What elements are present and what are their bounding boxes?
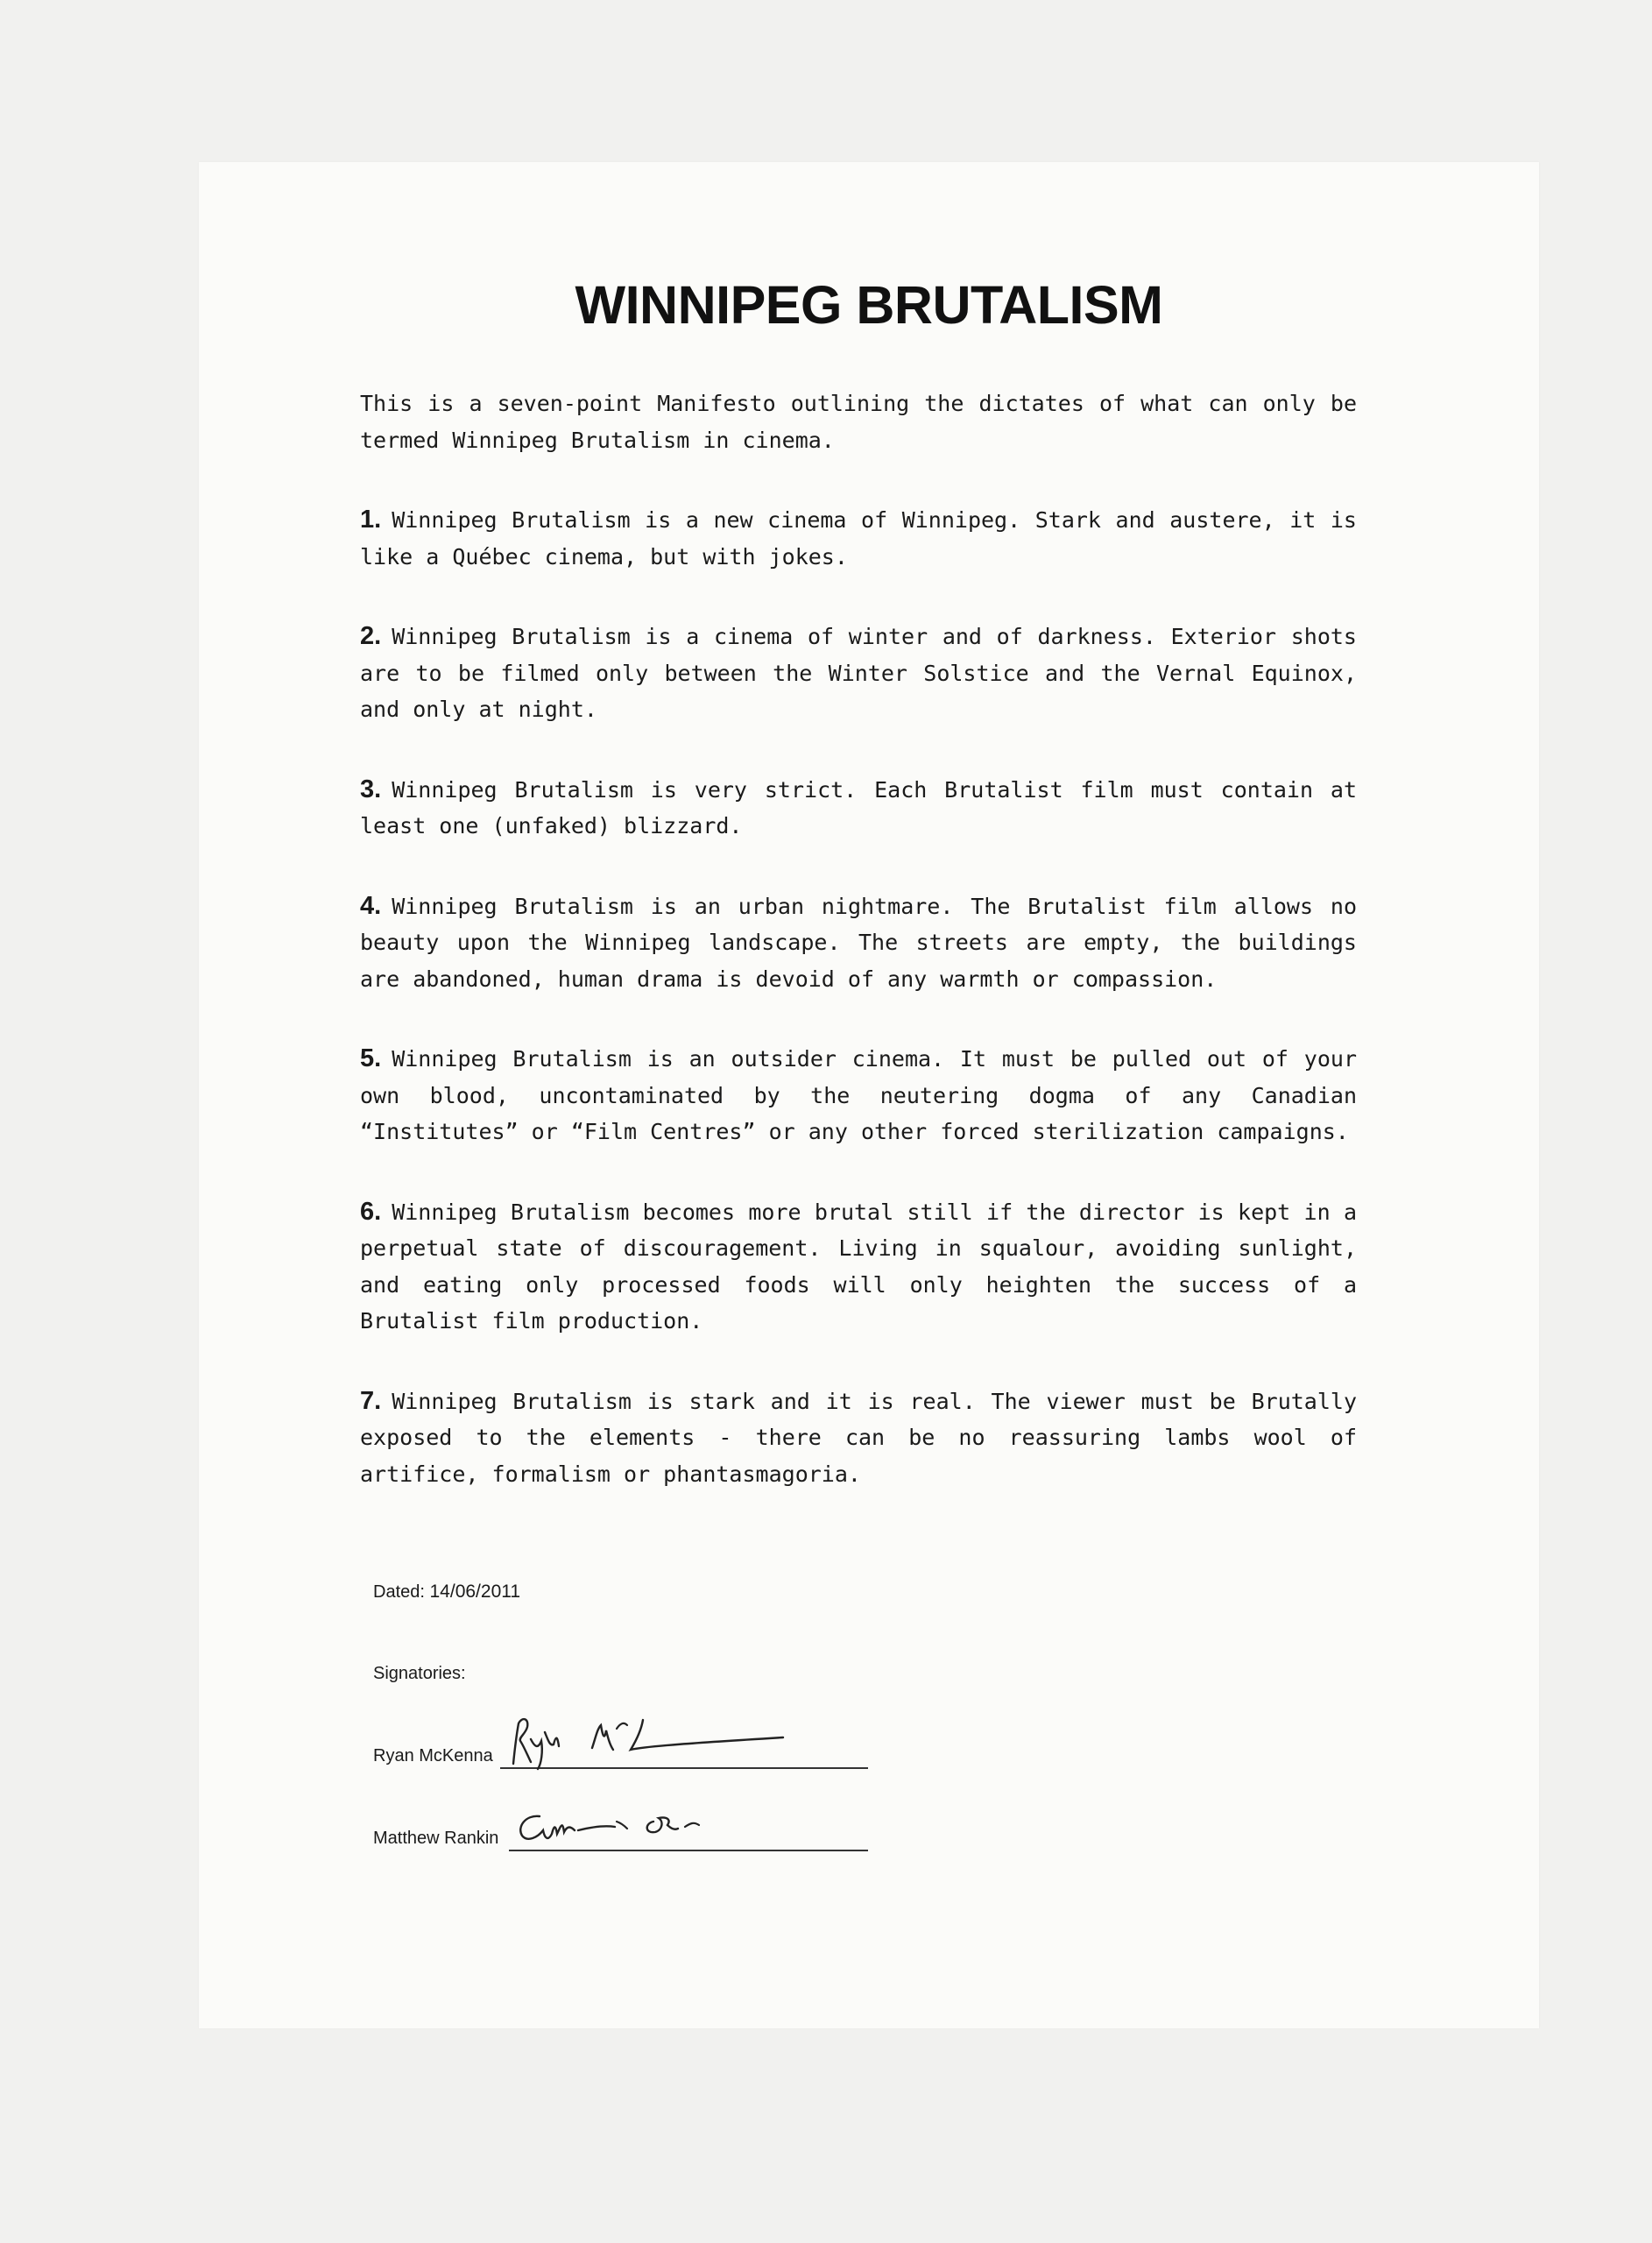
manifesto-point bbox=[360, 888, 1357, 998]
dated-label: Dated: bbox=[373, 1582, 425, 1602]
point-number: 5. bbox=[360, 1044, 382, 1072]
dated-value: 14/06/2011 bbox=[429, 1581, 521, 1602]
manifesto-point bbox=[360, 1383, 1357, 1493]
point-number: 4. bbox=[360, 891, 382, 920]
point-number: 7. bbox=[360, 1386, 382, 1415]
point-number: 6. bbox=[360, 1197, 382, 1226]
point-text: Winnipeg Brutalism is stark and it is real. The viewer must be Brutally exposed to the elements - there can be no reassuring lambs wool of artifice, formalism or phantasmagoria. bbox=[360, 1388, 1357, 1487]
manifesto-body bbox=[360, 386, 1357, 1536]
handwritten-signature bbox=[505, 1711, 855, 1772]
manifesto-point bbox=[360, 1041, 1357, 1150]
signatories-label: Signatories: bbox=[373, 1664, 466, 1683]
signatory-name: Ryan McKenna bbox=[373, 1746, 493, 1765]
point-text: Winnipeg Brutalism is very strict. Each Brutalist film must contain at least one (unfaked) blizzard. bbox=[360, 776, 1357, 838]
signatory-row bbox=[373, 1829, 498, 1849]
point-text: Winnipeg Brutalism is a new cinema of Winnipeg. Stark and austere, it is like a Québec cinema, but with jokes. bbox=[360, 507, 1357, 570]
manifesto-point bbox=[360, 502, 1357, 575]
handwritten-signature bbox=[513, 1808, 776, 1851]
document-title: WINNIPEG BRUTALISM bbox=[575, 275, 1163, 335]
dated-line bbox=[373, 1581, 520, 1603]
point-text: Winnipeg Brutalism is an outsider cinema. It must be pulled out of your own blood, uncontaminated by the neutering dogma of any Canadian “Institutes” or “Film Centres” or any other forced sterilization campaigns. bbox=[360, 1046, 1357, 1144]
intro-paragraph: This is a seven-point Manifesto outlining the dictates of what can only be termed Winnipeg Brutalism in cinema. bbox=[360, 391, 1357, 453]
manifesto-page bbox=[199, 162, 1539, 2028]
point-text: Winnipeg Brutalism is a cinema of winter and of darkness. Exterior shots are to be filmed only between the Winter Solstice and the Vernal Equinox, and only at night. bbox=[360, 624, 1357, 722]
point-text: Winnipeg Brutalism becomes more brutal still if the director is kept in a perpetual state of discouragement. Living in squalour, avoiding sunlight, and eating only processed foods will only heighten the success of a Brutalist film production. bbox=[360, 1199, 1357, 1334]
signatory-row bbox=[373, 1746, 493, 1766]
point-number: 3. bbox=[360, 775, 382, 803]
manifesto-point bbox=[360, 1194, 1357, 1340]
point-number: 1. bbox=[360, 506, 382, 534]
signatory-name: Matthew Rankin bbox=[373, 1829, 499, 1848]
manifesto-point bbox=[360, 619, 1357, 728]
point-text: Winnipeg Brutalism is an urban nightmare. The Brutalist film allows no beauty upon the Winnipeg landscape. The streets are empty, the buildings are abandoned, human drama is devoid of any warmth or compassion. bbox=[360, 893, 1357, 992]
manifesto-point bbox=[360, 772, 1357, 845]
point-number: 2. bbox=[360, 622, 382, 650]
